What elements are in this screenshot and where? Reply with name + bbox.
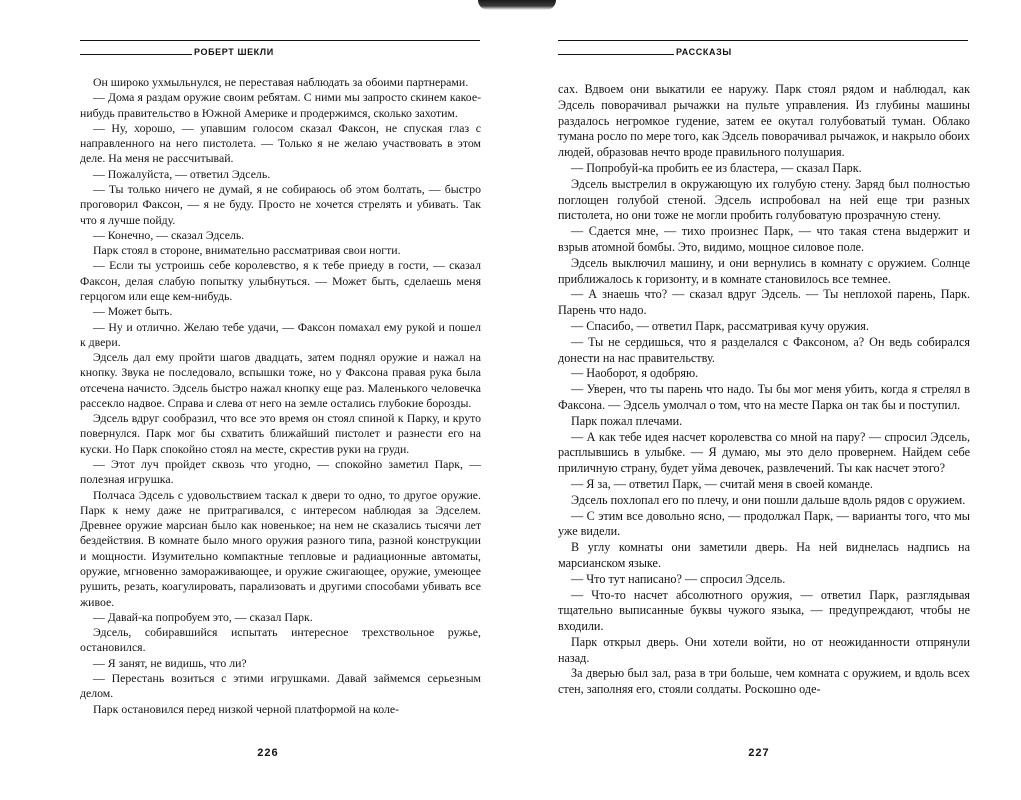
paragraph: — Дома я раздам оружие своим ребятам. С ними мы запросто скинем какое-нибудь правительство в Южной Америке и продержимся, сколько захотим. — [80, 90, 481, 120]
running-head-right — [558, 40, 968, 56]
paragraph: — А как тебе идея насчет королевства со мной на пару? — спросил Эдсель, расплывшись в улыбке. — Я думаю, мы это дело провернем. Найдем себе приличную страну, будет уйма девочек, развлечений. Ты как насчет этого? — [558, 429, 970, 476]
right-page — [520, 0, 1021, 800]
paragraph: За дверью был зал, раза в три больше, чем комната с оружием, и вдоль всех стен, заполняя его, стояли солдаты. Роскошно оде- — [558, 666, 970, 697]
paragraph: Он широко ухмыльнулся, не переставая наблюдать за обоими партнерами. — [93, 75, 469, 89]
paragraph: — Попробуй-ка пробить ее из бластера, — сказал Парк. — [571, 160, 862, 175]
paragraph: — Спасибо, — ответил Парк, рассматривая кучу оружия. — [571, 318, 869, 333]
paragraph: Парк пожал плечами. — [571, 413, 683, 428]
page-number-left: 226 — [257, 748, 279, 760]
paragraph: — Наоборот, я одобряю. — [571, 366, 699, 381]
running-head-section: РАССКАЗЫ — [676, 47, 732, 57]
paragraph: Полчаса Эдсель с удовольствием таскал к двери то одно, то другое оружие. Парк к нему даже не притрагивался, с интересом наблюдая за Эдселем. Древнее оружие марсиан было как новенькое; на нем не сказались тысячи лет бездействия. В комнате было много оружия разного типа, разной конструкции и мощности. Изумительно компактные тепловые и радиационные автоматы, оружие, мгновенно замораживающее, и оружие сжигающее, оружие, умеющее рушить, резать, коагулировать, парализовать и другими способами убивать все живое. — [80, 487, 481, 609]
left-page — [0, 0, 500, 800]
running-head-author: РОБЕРТ ШЕКЛИ — [194, 47, 274, 57]
paragraph: Эдсель выстрелил в окружающую их голубую стену. Заряд был полностью поглощен голубой стеной. Эдсель испробовал на ней еще три разных пистолета, но они тоже не могли пробить голубоватую прозрачную стену. — [558, 176, 970, 223]
paragraph: — Перестань возиться с этими игрушками. Давай займемся серьезным делом. — [80, 670, 481, 701]
paragraph: — Ну и отлично. Желаю тебе удачи, — Факсон помахал ему рукой и пошел к двери. — [80, 319, 481, 349]
paragraph: Эдсель, собиравшийся испытать интересное трехствольное ружье, остановился. — [80, 625, 481, 655]
paragraph: — С этим все довольно ясно, — продолжал Парк, — варианты того, что мы уже видели. — [558, 508, 970, 539]
paragraph: — А знаешь что? — сказал вдруг Эдсель. — Ты неплохой парень, Парк. Парень что надо. — [558, 287, 970, 318]
page-number-right: 227 — [748, 748, 770, 760]
paragraph: Парк открыл дверь. Они хотели войти, но от неожиданности отпрянули назад. — [558, 634, 970, 665]
running-head-left — [80, 40, 480, 56]
paragraph: Парк стоял в стороне, внимательно рассматривая свои ногти. — [93, 243, 401, 258]
paragraph: — Я занят, не видишь, что ли? — [93, 655, 247, 670]
continued-paragraph: сах. Вдвоем они выкатили ее наружу. Парк стоял рядом и наблюдал, как Эдсель поворачивал рычажки на пульте управления. Из глубины машины раздалось негромкое гудение, затем ее окутал голубоватый туман. Облако тумана росло по мере того, как Эдсель поворачивал рычажок, и накрыло обоих людей, образовав нечто вроде правильного полушария. — [558, 82, 970, 160]
running-head-rule — [558, 40, 968, 41]
paragraph: — Этот луч пройдет сквозь что угодно, — спокойно заметил Парк, — полезная игрушка. — [80, 457, 481, 487]
paragraph: Парк остановился перед низкой черной платформой на коле- — [93, 701, 400, 716]
paragraph: В углу комнаты они заметили дверь. На ней виднелась надпись на марсианском языке. — [558, 540, 970, 570]
paragraph: — Ты только ничего не думай, я не собираюсь об этом болтать, — быстро проговорил Факсон, — я не буду. Просто не хочется стрелять и убивать. Так что я лучше пойду. — [80, 181, 481, 227]
paragraph: — Ну, хорошо, — упавшим голосом сказал Факсон, не спуская глаз с направленного на него пистолета. — Только я не желаю участвовать в этом деле. На меня не рассчитывай. — [80, 120, 481, 166]
paragraph: — Может быть. — [93, 304, 173, 319]
running-head-underline — [80, 54, 192, 55]
paragraph: Эдсель выключил машину, и они вернулись в комнату с оружием. Солнце приближалось к горизонту, и в комнате становилось все темнее. — [558, 255, 970, 286]
right-page-body — [558, 82, 970, 698]
running-head-underline — [558, 54, 674, 55]
paragraph: — Ты не сердишься, что я разделался с Факсоном, а? Он ведь собирался донести на нас правительству. — [558, 334, 970, 365]
paragraph: — Сдается мне, — тихо произнес Парк, — что такая стена выдержит и взрыв атомной бомбы. Это, видимо, мощное силовое поле. — [558, 224, 970, 254]
paragraph: — Что тут написано? — спросил Эдсель. — [571, 571, 786, 586]
paragraph: — Если ты устроишь себе королевство, я к тебе приеду в гости, — сказал Факсон, делая слабую попытку улыбнуться. — Может быть, сделаешь меня герцогом или еще кем-нибудь. — [80, 258, 481, 303]
paragraph: — Давай-ка попробуем это, — сказал Парк. — [93, 609, 313, 624]
paragraph: — Конечно, — сказал Эдсель. — [93, 227, 245, 242]
paragraph: Эдсель вдруг сообразил, что все это время он стоял спиной к Парку, и круто повернулся. Парк мог бы схватить ближайший пистолет и разнести его на куски. Но Парк спокойно стоял на месте, скрестив руки на груди. — [80, 411, 481, 456]
paragraph: — Уверен, что ты парень что надо. Ты бы мог меня убить, когда я стрелял в Факсона. — Эдсель умолчал о том, что на месте Парка он так бы и поступил. — [558, 382, 970, 412]
paragraph: Эдсель дал ему пройти шагов двадцать, затем поднял оружие и нажал на кнопку. Звука не последовало, вспышки тоже, но у Факсона правая рука была отсечена начисто. Эдсель быстро нажал кнопку еще раз. Маленького человечка рассекло надвое. Справа и слева от него на земле остались глубокие борозды. — [80, 350, 481, 410]
paragraph: Эдсель похлопал его по плечу, и они пошли дальше вдоль рядов с оружием. — [571, 492, 966, 507]
paragraph: — Я за, — ответил Парк, — считай меня в своей команде. — [571, 476, 873, 491]
left-page-body — [80, 75, 481, 717]
paragraph: — Что-то насчет абсолютного оружия, — ответил Парк, разглядывая тщательно выписанные буквы чужого языка, — предупреждают, чтобы не входили. — [558, 587, 970, 634]
running-head-rule — [80, 40, 480, 41]
paragraph: — Пожалуйста, — ответил Эдсель. — [93, 166, 271, 181]
